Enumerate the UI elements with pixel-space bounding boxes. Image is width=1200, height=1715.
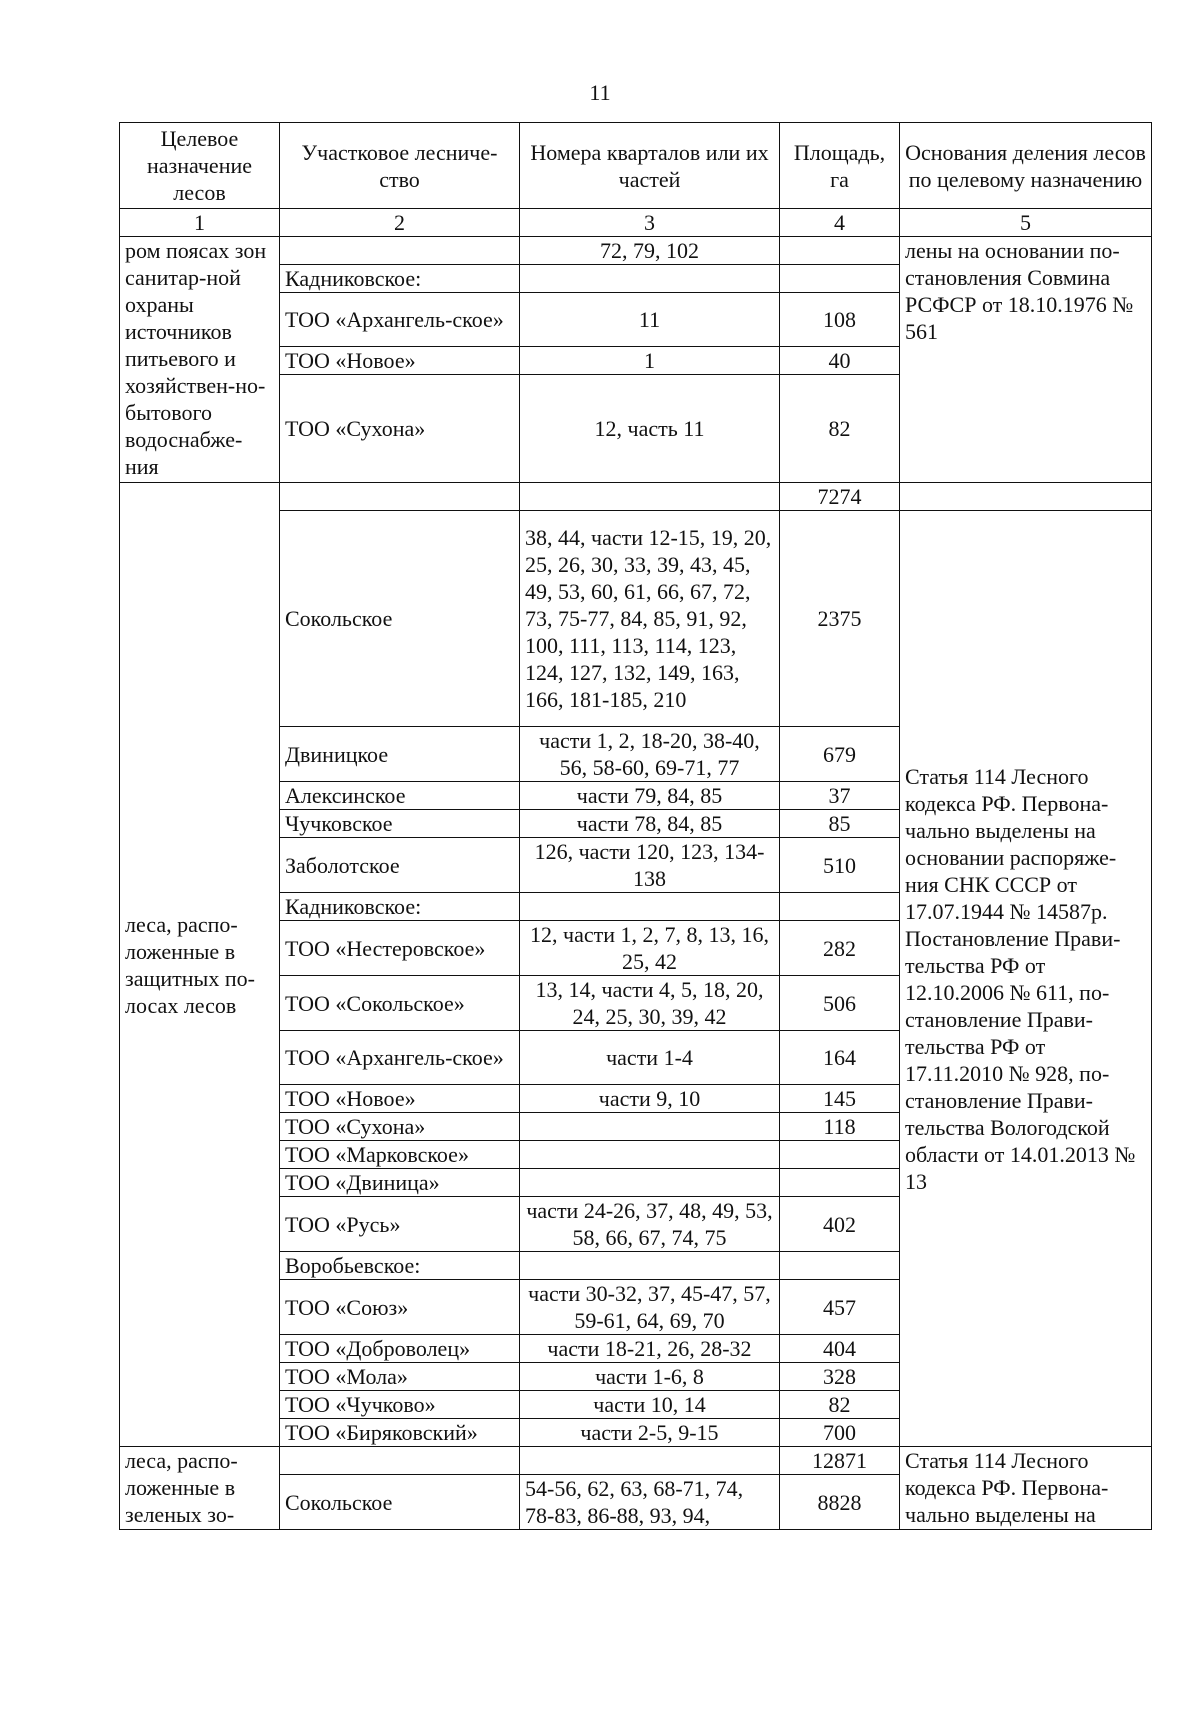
page-number: 11 bbox=[589, 80, 611, 105]
quarters-cell: части 30-32, 37, 45-47, 57, 59-61, 64, 69, 70 bbox=[520, 1280, 780, 1335]
quarters-cell: части 9, 10 bbox=[520, 1085, 780, 1113]
forest-purpose-table bbox=[119, 122, 1152, 1530]
forestry-cell: ТОО «Архангель-ское» bbox=[280, 1031, 520, 1085]
forestry-cell: ТОО «Сокольское» bbox=[280, 976, 520, 1031]
quarters-cell: части 18-21, 26, 28-32 bbox=[520, 1335, 780, 1363]
header-area: Площадь, га bbox=[780, 123, 900, 209]
quarters-cell: части 78, 84, 85 bbox=[520, 810, 780, 838]
area-cell: 2375 bbox=[780, 511, 900, 727]
forestry-cell: ТОО «Сухона» bbox=[280, 1113, 520, 1141]
area-cell: 82 bbox=[780, 375, 900, 483]
area-cell: 506 bbox=[780, 976, 900, 1031]
area-cell: 164 bbox=[780, 1031, 900, 1085]
area-cell bbox=[780, 237, 900, 265]
forestry-cell: Заболотское bbox=[280, 838, 520, 893]
quarters-cell bbox=[520, 893, 780, 921]
header-quarters: Номера кварталов или их частей bbox=[520, 123, 780, 209]
quarters-cell bbox=[520, 1252, 780, 1280]
forestry-cell bbox=[280, 237, 520, 265]
quarters-cell: части 1, 2, 18-20, 38-40, 56, 58-60, 69-71, 77 bbox=[520, 727, 780, 782]
purpose-cell: ром поясах зон санитар-ной охраны источников питьевого и хозяйствен-но-бытового водоснабже-ния bbox=[120, 237, 280, 483]
area-cell: 37 bbox=[780, 782, 900, 810]
table-header-row bbox=[120, 123, 1152, 209]
area-cell: 85 bbox=[780, 810, 900, 838]
area-cell: 108 bbox=[780, 293, 900, 347]
forestry-cell: Воробьевское: bbox=[280, 1252, 520, 1280]
quarters-cell: части 1-6, 8 bbox=[520, 1363, 780, 1391]
quarters-cell: части 1-4 bbox=[520, 1031, 780, 1085]
area-cell: 8828 bbox=[780, 1475, 900, 1530]
area-cell bbox=[780, 893, 900, 921]
area-cell: 282 bbox=[780, 921, 900, 976]
area-total-cell: 7274 bbox=[780, 483, 900, 511]
forestry-cell: ТОО «Двиница» bbox=[280, 1169, 520, 1197]
quarters-cell: части 79, 84, 85 bbox=[520, 782, 780, 810]
forestry-cell: ТОО «Сухона» bbox=[280, 375, 520, 483]
quarters-cell: части 2-5, 9-15 bbox=[520, 1419, 780, 1447]
forestry-cell: ТОО «Доброволец» bbox=[280, 1335, 520, 1363]
basis-cell: лены на основании по-становления Совмина РСФСР от 18.10.1976 № 561 bbox=[900, 237, 1152, 483]
forestry-cell: ТОО «Нестеровское» bbox=[280, 921, 520, 976]
area-cell: 404 bbox=[780, 1335, 900, 1363]
table-row bbox=[120, 483, 1152, 511]
forestry-cell: Кадниковское: bbox=[280, 265, 520, 293]
quarters-cell bbox=[520, 483, 780, 511]
forestry-cell: ТОО «Мола» bbox=[280, 1363, 520, 1391]
area-total-cell: 12871 bbox=[780, 1447, 900, 1475]
table-row bbox=[120, 237, 1152, 265]
area-cell: 328 bbox=[780, 1363, 900, 1391]
forestry-cell: ТОО «Русь» bbox=[280, 1197, 520, 1252]
area-cell bbox=[780, 1252, 900, 1280]
quarters-cell: 72, 79, 102 bbox=[520, 237, 780, 265]
area-cell: 82 bbox=[780, 1391, 900, 1419]
area-cell: 457 bbox=[780, 1280, 900, 1335]
forestry-cell: Двиницкое bbox=[280, 727, 520, 782]
forestry-cell: ТОО «Архангель-ское» bbox=[280, 293, 520, 347]
area-cell: 145 bbox=[780, 1085, 900, 1113]
quarters-cell: части 10, 14 bbox=[520, 1391, 780, 1419]
quarters-cell: 11 bbox=[520, 293, 780, 347]
col-number: 4 bbox=[780, 209, 900, 237]
forestry-cell: Кадниковское: bbox=[280, 893, 520, 921]
area-cell: 700 bbox=[780, 1419, 900, 1447]
forestry-cell bbox=[280, 483, 520, 511]
purpose-cell: леса, распо-ложенные в защитных по-лосах лесов bbox=[120, 483, 280, 1447]
col-number: 5 bbox=[900, 209, 1152, 237]
area-cell bbox=[780, 1169, 900, 1197]
col-number: 2 bbox=[280, 209, 520, 237]
quarters-cell: части 24-26, 37, 48, 49, 53, 58, 66, 67, 74, 75 bbox=[520, 1197, 780, 1252]
quarters-cell bbox=[520, 1113, 780, 1141]
forestry-cell bbox=[280, 1447, 520, 1475]
quarters-cell: 12, части 1, 2, 7, 8, 13, 16, 25, 42 bbox=[520, 921, 780, 976]
area-cell bbox=[780, 1141, 900, 1169]
basis-cell: Статья 114 Лесного кодекса РФ. Первона-чально выделены на bbox=[900, 1447, 1152, 1530]
forestry-cell: ТОО «Биряковский» bbox=[280, 1419, 520, 1447]
column-number-row bbox=[120, 209, 1152, 237]
area-cell: 402 bbox=[780, 1197, 900, 1252]
quarters-cell: 1 bbox=[520, 347, 780, 375]
quarters-cell: 12, часть 11 bbox=[520, 375, 780, 483]
quarters-cell bbox=[520, 265, 780, 293]
area-cell: 510 bbox=[780, 838, 900, 893]
forestry-cell: ТОО «Чучково» bbox=[280, 1391, 520, 1419]
table-row bbox=[120, 1447, 1152, 1475]
basis-cell: Статья 114 Лесного кодекса РФ. Первона-чально выделены на основании распоряже-ния СНК СССР от 17.07.1944 № 14587р. Постановление Прави-тельства РФ от 12.10.2006 № 611, по-становление Прави-тельства РФ от 17.11.2010 № 928, по-становление Прави-тельства Вологодской области от 14.01.2013 № 13 bbox=[900, 511, 1152, 1447]
forestry-cell: ТОО «Новое» bbox=[280, 347, 520, 375]
quarters-cell: 126, части 120, 123, 134-138 bbox=[520, 838, 780, 893]
quarters-cell bbox=[520, 1141, 780, 1169]
header-basis: Основания деления лесов по целевому назначению bbox=[900, 123, 1152, 209]
area-cell: 118 bbox=[780, 1113, 900, 1141]
col-number: 3 bbox=[520, 209, 780, 237]
quarters-cell: 13, 14, части 4, 5, 18, 20, 24, 25, 30, 39, 42 bbox=[520, 976, 780, 1031]
basis-blank-cell bbox=[900, 483, 1152, 511]
quarters-cell bbox=[520, 1169, 780, 1197]
forestry-cell: ТОО «Марковское» bbox=[280, 1141, 520, 1169]
area-cell bbox=[780, 265, 900, 293]
header-purpose: Целевое назначение лесов bbox=[120, 123, 280, 209]
area-cell: 40 bbox=[780, 347, 900, 375]
quarters-cell: 38, 44, части 12-15, 19, 20, 25, 26, 30, 33, 39, 43, 45, 49, 53, 60, 61, 66, 67, 72, 73, 75-77, 84, 85, 91, 92, 100, 111, 113, 114, 123, 124, 127, 132, 149, 163, 166, 181-185, 210 bbox=[520, 511, 780, 727]
forestry-cell: ТОО «Новое» bbox=[280, 1085, 520, 1113]
forestry-cell: Чучковское bbox=[280, 810, 520, 838]
forestry-cell: Сокольское bbox=[280, 511, 520, 727]
purpose-cell: леса, распо-ложенные в зеленых зо- bbox=[120, 1447, 280, 1530]
area-cell: 679 bbox=[780, 727, 900, 782]
forestry-cell: Сокольское bbox=[280, 1475, 520, 1530]
forestry-cell: Алексинское bbox=[280, 782, 520, 810]
quarters-cell bbox=[520, 1447, 780, 1475]
forestry-cell: ТОО «Союз» bbox=[280, 1280, 520, 1335]
header-forestry: Участковое лесниче-ство bbox=[280, 123, 520, 209]
quarters-cell: 54-56, 62, 63, 68-71, 74, 78-83, 86-88, 93, 94, bbox=[520, 1475, 780, 1530]
col-number: 1 bbox=[120, 209, 280, 237]
